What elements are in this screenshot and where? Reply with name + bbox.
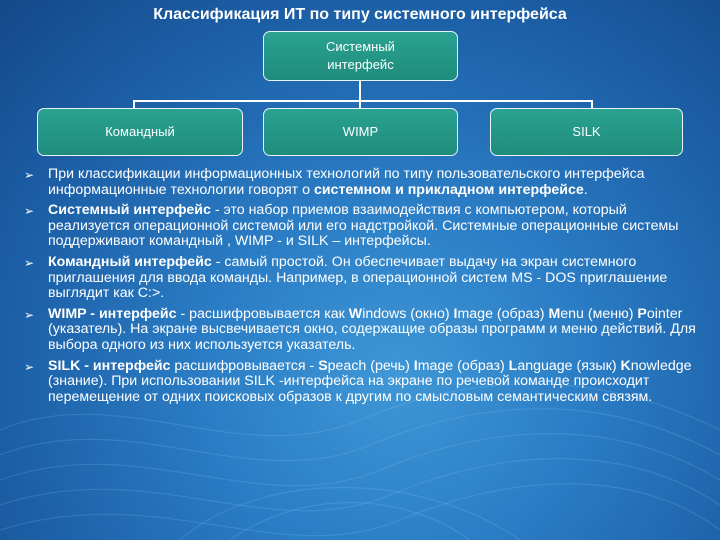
bullet-text: anguage (язык) — [517, 357, 621, 374]
bullet-text: nowledge (знание). При использовании SILK -интерфейса на экране по речевой команде происходит перемещение от одних поисковых образов к другим по смысловым семантическим связям. — [48, 357, 692, 405]
bullet-text: enu (меню) — [560, 305, 638, 322]
bullet-item — [22, 307, 712, 354]
bullet-item — [22, 255, 712, 302]
bullet-bold-text: WIMP - интерфейс — [48, 305, 177, 322]
arrow-bullet-icon: ➢ — [24, 168, 35, 182]
bullet-item — [22, 203, 712, 250]
connector-vertical-root — [359, 81, 361, 101]
bullet-bold-text: I — [413, 357, 418, 374]
bullet-list — [22, 167, 712, 410]
diagram-node-label: Командный — [105, 124, 175, 139]
connector-horizontal — [133, 100, 593, 102]
bullet-text: . — [583, 181, 588, 198]
bullet-bold-text: L — [508, 357, 518, 374]
diagram-node-command — [37, 108, 243, 156]
diagram-root-node — [263, 31, 458, 81]
bullet-bold-text: P — [637, 305, 647, 322]
arrow-bullet-icon: ➢ — [24, 307, 35, 322]
bullet-bold-text: M — [548, 305, 561, 322]
diagram-root-label: Системный интерфейс — [326, 39, 395, 72]
bullet-text: ointer (указатель). На экране высвечивается окно, содержащие образы программ и меню действий. Для выбора одного из них используется указатель. — [48, 305, 696, 353]
bullet-bold-text: I — [453, 305, 458, 322]
bullet-text: peach (речь) — [327, 357, 414, 374]
bullet-text: mage (образ) — [457, 305, 549, 322]
slide-title: Классификация ИТ по типу системного интерфейса — [153, 6, 567, 23]
bullet-bold-text: SILK - интерфейс — [48, 357, 171, 374]
bullet-text: indows (окно) — [362, 305, 454, 322]
bullet-bold-text: системном и прикладном интерфейсе — [313, 181, 584, 198]
bullet-text: При классификации информационных технологий по типу пользовательского интерфейса информационные технологии говорят о — [48, 166, 645, 198]
bullet-text: - это набор приемов взаимодействия с компьютером, который реализуется операционной системой или его надстройкой. Системные операционные системы поддерживают командный , WIMP - и SILK – интерфейсы. — [48, 202, 679, 250]
bullet-bold-text: W — [348, 305, 363, 322]
diagram-node-silk — [490, 108, 683, 156]
bullet-item — [22, 359, 712, 406]
connector-vertical-left — [133, 100, 135, 108]
connector-vertical-right — [591, 100, 593, 108]
bullet-bold-text: K — [620, 357, 631, 374]
bullet-text: расшифровывается - — [170, 357, 319, 374]
diagram-node-label: SILK — [572, 124, 601, 139]
bullet-text: - расшифровывается как — [176, 305, 349, 322]
bullet-text: - самый простой. Он обеспечивает выдачу на экран системного приглашения для ввода команды. Например, в операционной систем MS - DOS приглашение выглядит как С:>. — [48, 253, 668, 302]
arrow-bullet-icon: ➢ — [24, 359, 35, 374]
arrow-bullet-icon: ➢ — [24, 204, 35, 219]
arrow-bullet-icon: ➢ — [24, 255, 35, 270]
connector-vertical-middle — [359, 100, 361, 108]
bullet-bold-text: Командный интерфейс — [48, 253, 212, 270]
bullet-text: mage (образ) — [417, 357, 509, 374]
diagram-node-wimp — [263, 108, 458, 156]
diagram-node-label: WIMP — [342, 124, 379, 139]
bullet-bold-text: Системный интерфейс — [48, 202, 211, 219]
bullet-bold-text: S — [318, 357, 328, 374]
bullet-item — [22, 167, 712, 198]
